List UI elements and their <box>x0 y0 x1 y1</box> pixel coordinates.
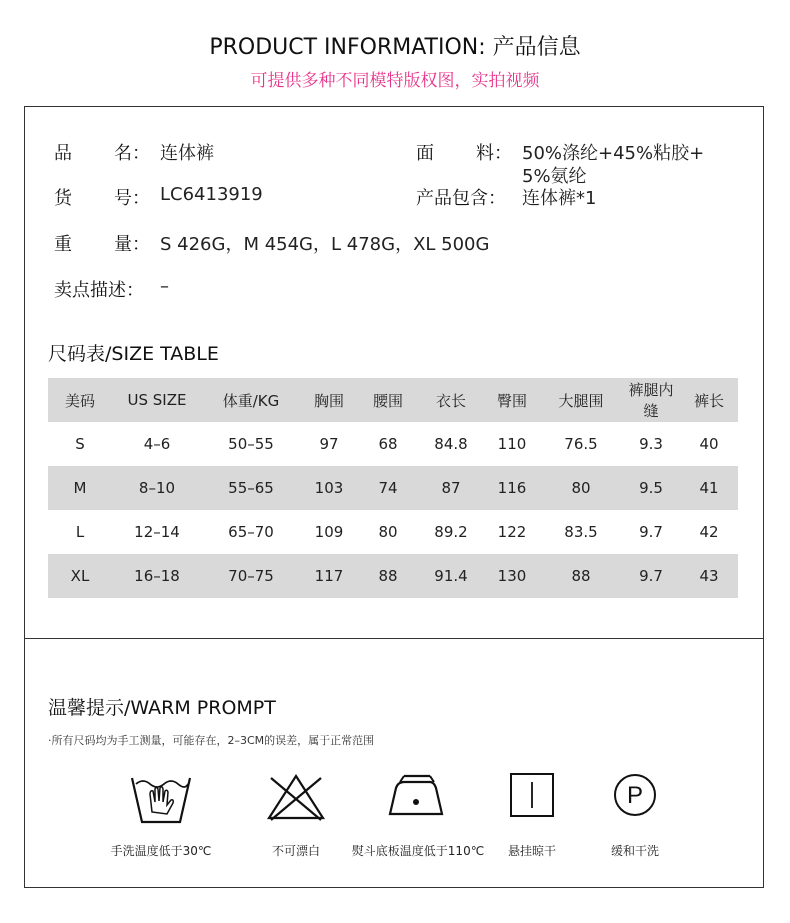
table-header-cell: US SIZE <box>127 391 187 409</box>
table-cell: 91.4 <box>434 567 468 585</box>
weight-value: S 426G，M 454G，L 478G，XL 500G <box>160 234 490 255</box>
table-cell: 117 <box>314 567 344 585</box>
table-cell: M <box>73 479 87 497</box>
table-header-row <box>48 378 738 422</box>
table-header-cell: 体重/KG <box>222 391 280 410</box>
header-subtitle: 可提供多种不同模特版权图，实拍视频 <box>250 71 540 91</box>
table-cell: 9.3 <box>639 435 663 453</box>
sku-label: 货 号： <box>54 188 150 209</box>
care-label: 悬挂晾干 <box>507 844 556 858</box>
table-cell: 109 <box>314 523 344 541</box>
table-cell: 84.8 <box>434 435 468 453</box>
iron-icon <box>384 772 454 820</box>
table-row <box>48 554 738 598</box>
table-cell: 12–14 <box>134 523 180 541</box>
no-bleach-icon <box>264 772 328 822</box>
table-cell: 87 <box>441 479 461 497</box>
table-header-cell: 美码 <box>64 391 95 410</box>
table-cell: L <box>75 523 85 541</box>
table-cell: XL <box>70 567 90 585</box>
table-cell: 80 <box>378 523 398 541</box>
table-cell: 88 <box>378 567 398 585</box>
table-cell: S <box>75 435 85 453</box>
table-cell: 88 <box>571 567 591 585</box>
hang-dry-icon <box>508 772 556 818</box>
table-cell: 89.2 <box>434 523 468 541</box>
care-label: 缓和干洗 <box>610 844 659 858</box>
table-cell: 50–55 <box>228 435 274 453</box>
care-label: 手洗温度低于30℃ <box>110 844 212 858</box>
dry-clean-glyph: P <box>626 782 644 809</box>
table-cell: 40 <box>699 435 719 453</box>
weight-label: 重 量： <box>54 234 150 255</box>
material-value-line2: 5%氨纶 <box>522 166 587 187</box>
table-cell: 103 <box>314 479 344 497</box>
table-cell: 9.5 <box>639 479 663 497</box>
table-cell: 130 <box>497 567 527 585</box>
table-header-cell: 衣长 <box>435 391 466 410</box>
table-cell: 97 <box>319 435 339 453</box>
table-cell: 116 <box>497 479 527 497</box>
hand-wash-icon <box>128 772 194 826</box>
table-header-cell: 裤长 <box>693 391 724 410</box>
header-title: PRODUCT INFORMATION: 产品信息 <box>209 35 581 60</box>
name-label: 品 名： <box>54 143 150 164</box>
table-cell: 8–10 <box>138 479 176 497</box>
material-value-line1: 50%涤纶+45%粘胶+ <box>522 143 705 164</box>
table-cell: 55–65 <box>228 479 274 497</box>
table-cell: 4–6 <box>143 435 171 453</box>
package-value: 连体裤*1 <box>522 188 597 209</box>
name-value: 连体裤 <box>160 143 214 164</box>
table-header-cell: 胸围 <box>313 391 344 410</box>
size-table-title: 尺码表/SIZE TABLE <box>48 343 219 365</box>
table-row <box>48 422 738 466</box>
table-header-cell: 大腿围 <box>558 391 604 410</box>
care-label: 熨斗底板温度低于110℃ <box>351 844 485 858</box>
table-cell: 122 <box>497 523 527 541</box>
table-cell: 74 <box>378 479 398 497</box>
selling-value: – <box>160 276 169 297</box>
table-cell: 43 <box>699 567 719 585</box>
table-cell: 70–75 <box>228 567 274 585</box>
table-cell: 9.7 <box>639 567 663 585</box>
dry-clean-p-icon <box>612 772 658 818</box>
table-cell: 83.5 <box>564 523 598 541</box>
table-row <box>48 510 738 554</box>
table-cell: 110 <box>497 435 527 453</box>
table-cell: 80 <box>571 479 591 497</box>
section-divider <box>24 638 764 639</box>
care-label: 不可漂白 <box>271 844 320 858</box>
table-cell: 9.7 <box>639 523 663 541</box>
material-label: 面 料： <box>416 143 512 164</box>
table-header-cell: 臀围 <box>496 391 527 410</box>
package-label: 产品包含： <box>416 188 506 209</box>
table-header-cell: 裤腿内缝 <box>628 381 674 420</box>
measurement-note: ·所有尺码均为手工测量，可能存在，2–3CM的误差，属于正常范围 <box>48 734 375 747</box>
table-cell: 65–70 <box>228 523 274 541</box>
warm-prompt-title: 温馨提示/WARM PROMPT <box>48 697 276 719</box>
table-row <box>48 466 738 510</box>
table-cell: 68 <box>378 435 398 453</box>
sku-value: LC6413919 <box>160 184 263 205</box>
table-cell: 42 <box>699 523 719 541</box>
table-cell: 16–18 <box>134 567 180 585</box>
table-cell: 41 <box>699 479 719 497</box>
table-header-cell: 腰围 <box>372 391 403 410</box>
size-table <box>48 378 738 598</box>
selling-label: 卖点描述： <box>54 280 144 301</box>
table-cell: 76.5 <box>564 435 598 453</box>
